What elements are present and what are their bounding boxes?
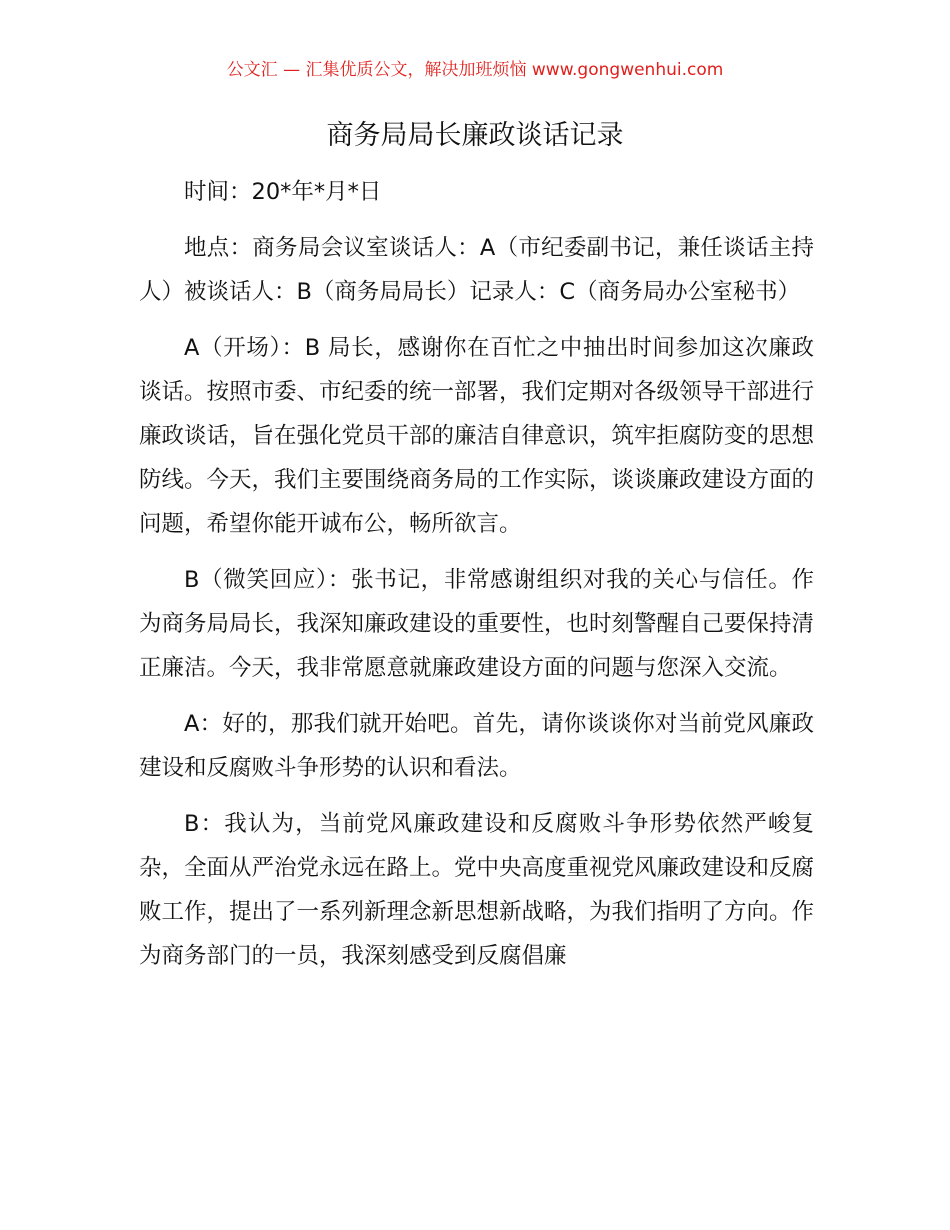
header-banner: 公文汇 — 汇集优质公文，解决加班烦恼 www.gongwenhui.com: [226, 60, 724, 80]
paragraph-a-question: A：好的，那我们就开始吧。首先，请你谈谈你对当前党风廉政建设和反腐败斗争形势的认识和看法。: [139, 711, 814, 781]
document-body: [139, 170, 814, 990]
document-title: 商务局局长廉政谈话记录: [326, 120, 624, 151]
paragraph-time: 时间：20*年*月*日: [184, 179, 382, 205]
paragraph-location: 地点：商务局会议室谈话人：A（市纪委副书记，兼任谈话主持人）被谈话人：B（商务局局长）记录人：C（商务局办公室秘书）: [139, 235, 814, 305]
paragraph-a-opening: A（开场）：B 局长，感谢你在百忙之中抽出时间参加这次廉政谈话。按照市委、市纪委的统一部署，我们定期对各级领导干部进行廉政谈话，旨在强化党员干部的廉洁自律意识，筑牢拒腐防变的思想防线。今天，我们主要围绕商务局的工作实际，谈谈廉政建设方面的问题，希望你能开诚布公，畅所欲言。: [139, 335, 815, 537]
paragraph-b-response: B（微笑回应）：张书记，非常感谢组织对我的关心与信任。作为商务局局长，我深知廉政建设的重要性，也时刻警醒自己要保持清正廉洁。今天，我非常愿意就廉政建设方面的问题与您深入交流。: [139, 567, 815, 681]
paragraph-b-answer: B：我认为，当前党风廉政建设和反腐败斗争形势依然严峻复杂，全面从严治党永远在路上。党中央高度重视党风廉政建设和反腐败工作，提出了一系列新理念新思想新战略，为我们指明了方向。作为商务部门的一员，我深刻感受到反腐倡廉: [139, 811, 815, 969]
